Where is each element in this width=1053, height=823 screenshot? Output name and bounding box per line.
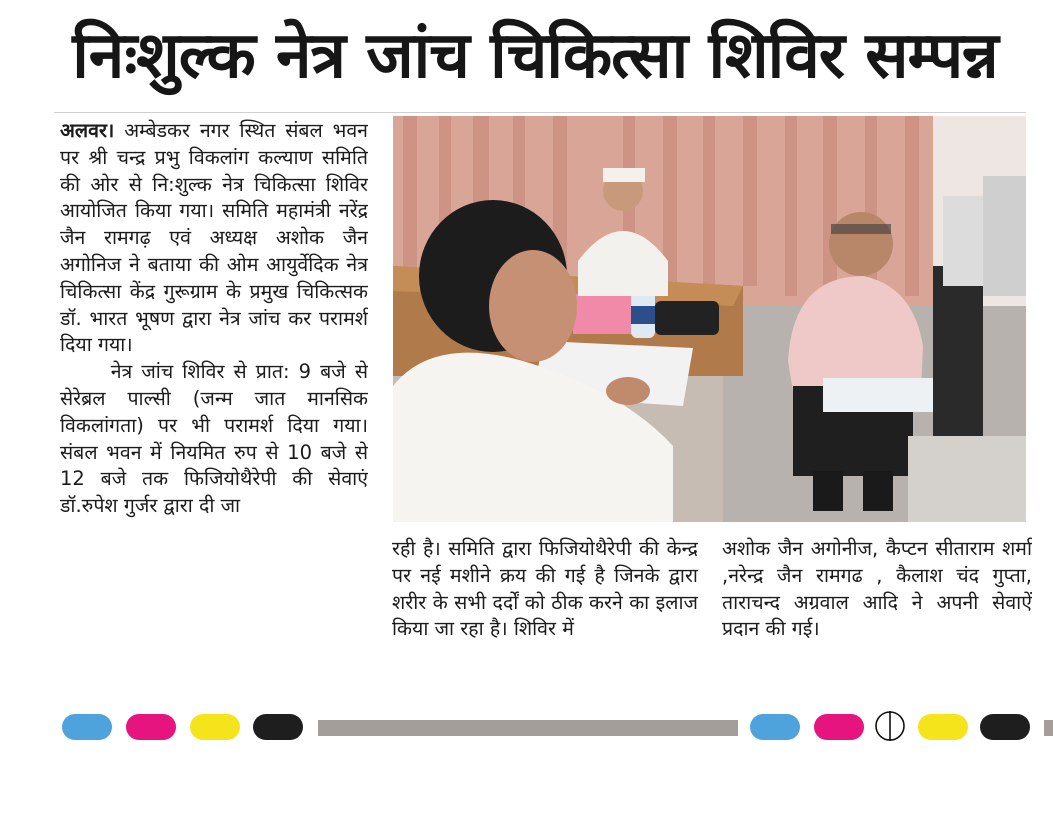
cyan-registration-dot xyxy=(750,714,800,740)
column-2-text: रही है। समिति द्वारा फिजियोथैरेपी की केन्द्र पर नई मशीने क्रय की गई है जिनके द्वारा शरीर के सभी दर्दों को ठीक करने का इलाज किया जा रहा है। शिविर में xyxy=(392,537,698,641)
headline-rule xyxy=(54,112,1026,113)
black-registration-dot xyxy=(980,714,1030,740)
cyan-registration-dot xyxy=(62,714,112,740)
article-column-1 xyxy=(60,118,368,698)
yellow-registration-dot xyxy=(918,714,968,740)
paragraph-2: नेत्र जांच शिविर से प्रात: 9 बजे से सेरेब्रल पाल्सी (जन्म जात मानसिक विकलांगता) पर भी परामर्श दिया गया। संबल भवन में नियमित रुप से 10 बजे से 12 बजे तक फिजियोथैरेपी की सेवाएं डॉ.रुपेश गुर्जर द्वारा दी जा xyxy=(60,360,368,518)
column-3-text: अशोक जैन अगोनीज, कैप्टन सीताराम शर्मा ,नरेन्द्र जैन रामगढ , कैलाश चंद गुप्ता, ताराचन्द अग्रवाल आदि ने अपनी सेवाऐं प्रदान की गई। xyxy=(722,537,1032,641)
headline: निःशुल्क नेत्र जांच चिकित्सा शिविर सम्पन्न xyxy=(72,19,998,93)
article-column-3 xyxy=(722,536,1032,696)
gray-registration-strip xyxy=(318,720,738,736)
yellow-registration-dot xyxy=(190,714,240,740)
magenta-registration-dot xyxy=(814,714,864,740)
paragraph-1-text: अम्बेडकर नगर स्थित संबल भवन पर श्री चन्द्र प्रभु विकलांग कल्याण समिति की ओर से नि:शुल्क नेत्र चिकित्सा शिविर आयोजित किया गया। समिति महामंत्री नरेंद्र जैन रामगढ़ एवं अध्यक्ष अशोक जैन अगोनिज ने बताया की ओम आयुर्वेदिक नेत्र चिकित्सा केंद्र गुरूग्राम के प्रमुख चिकित्सक डॉ. भारत भूषण द्वारा नेत्र जांच कर परामर्श दिया गया। xyxy=(60,119,368,357)
paragraph-1 xyxy=(60,118,368,359)
news-photo-eye-camp xyxy=(393,116,1026,522)
black-registration-dot xyxy=(253,714,303,740)
print-registration-bar xyxy=(0,706,1053,746)
dateline: अलवर। xyxy=(60,119,115,142)
magenta-registration-dot xyxy=(126,714,176,740)
gray-edge-mark xyxy=(1044,720,1053,736)
registration-target-icon xyxy=(874,710,906,742)
article-column-2 xyxy=(392,536,698,696)
